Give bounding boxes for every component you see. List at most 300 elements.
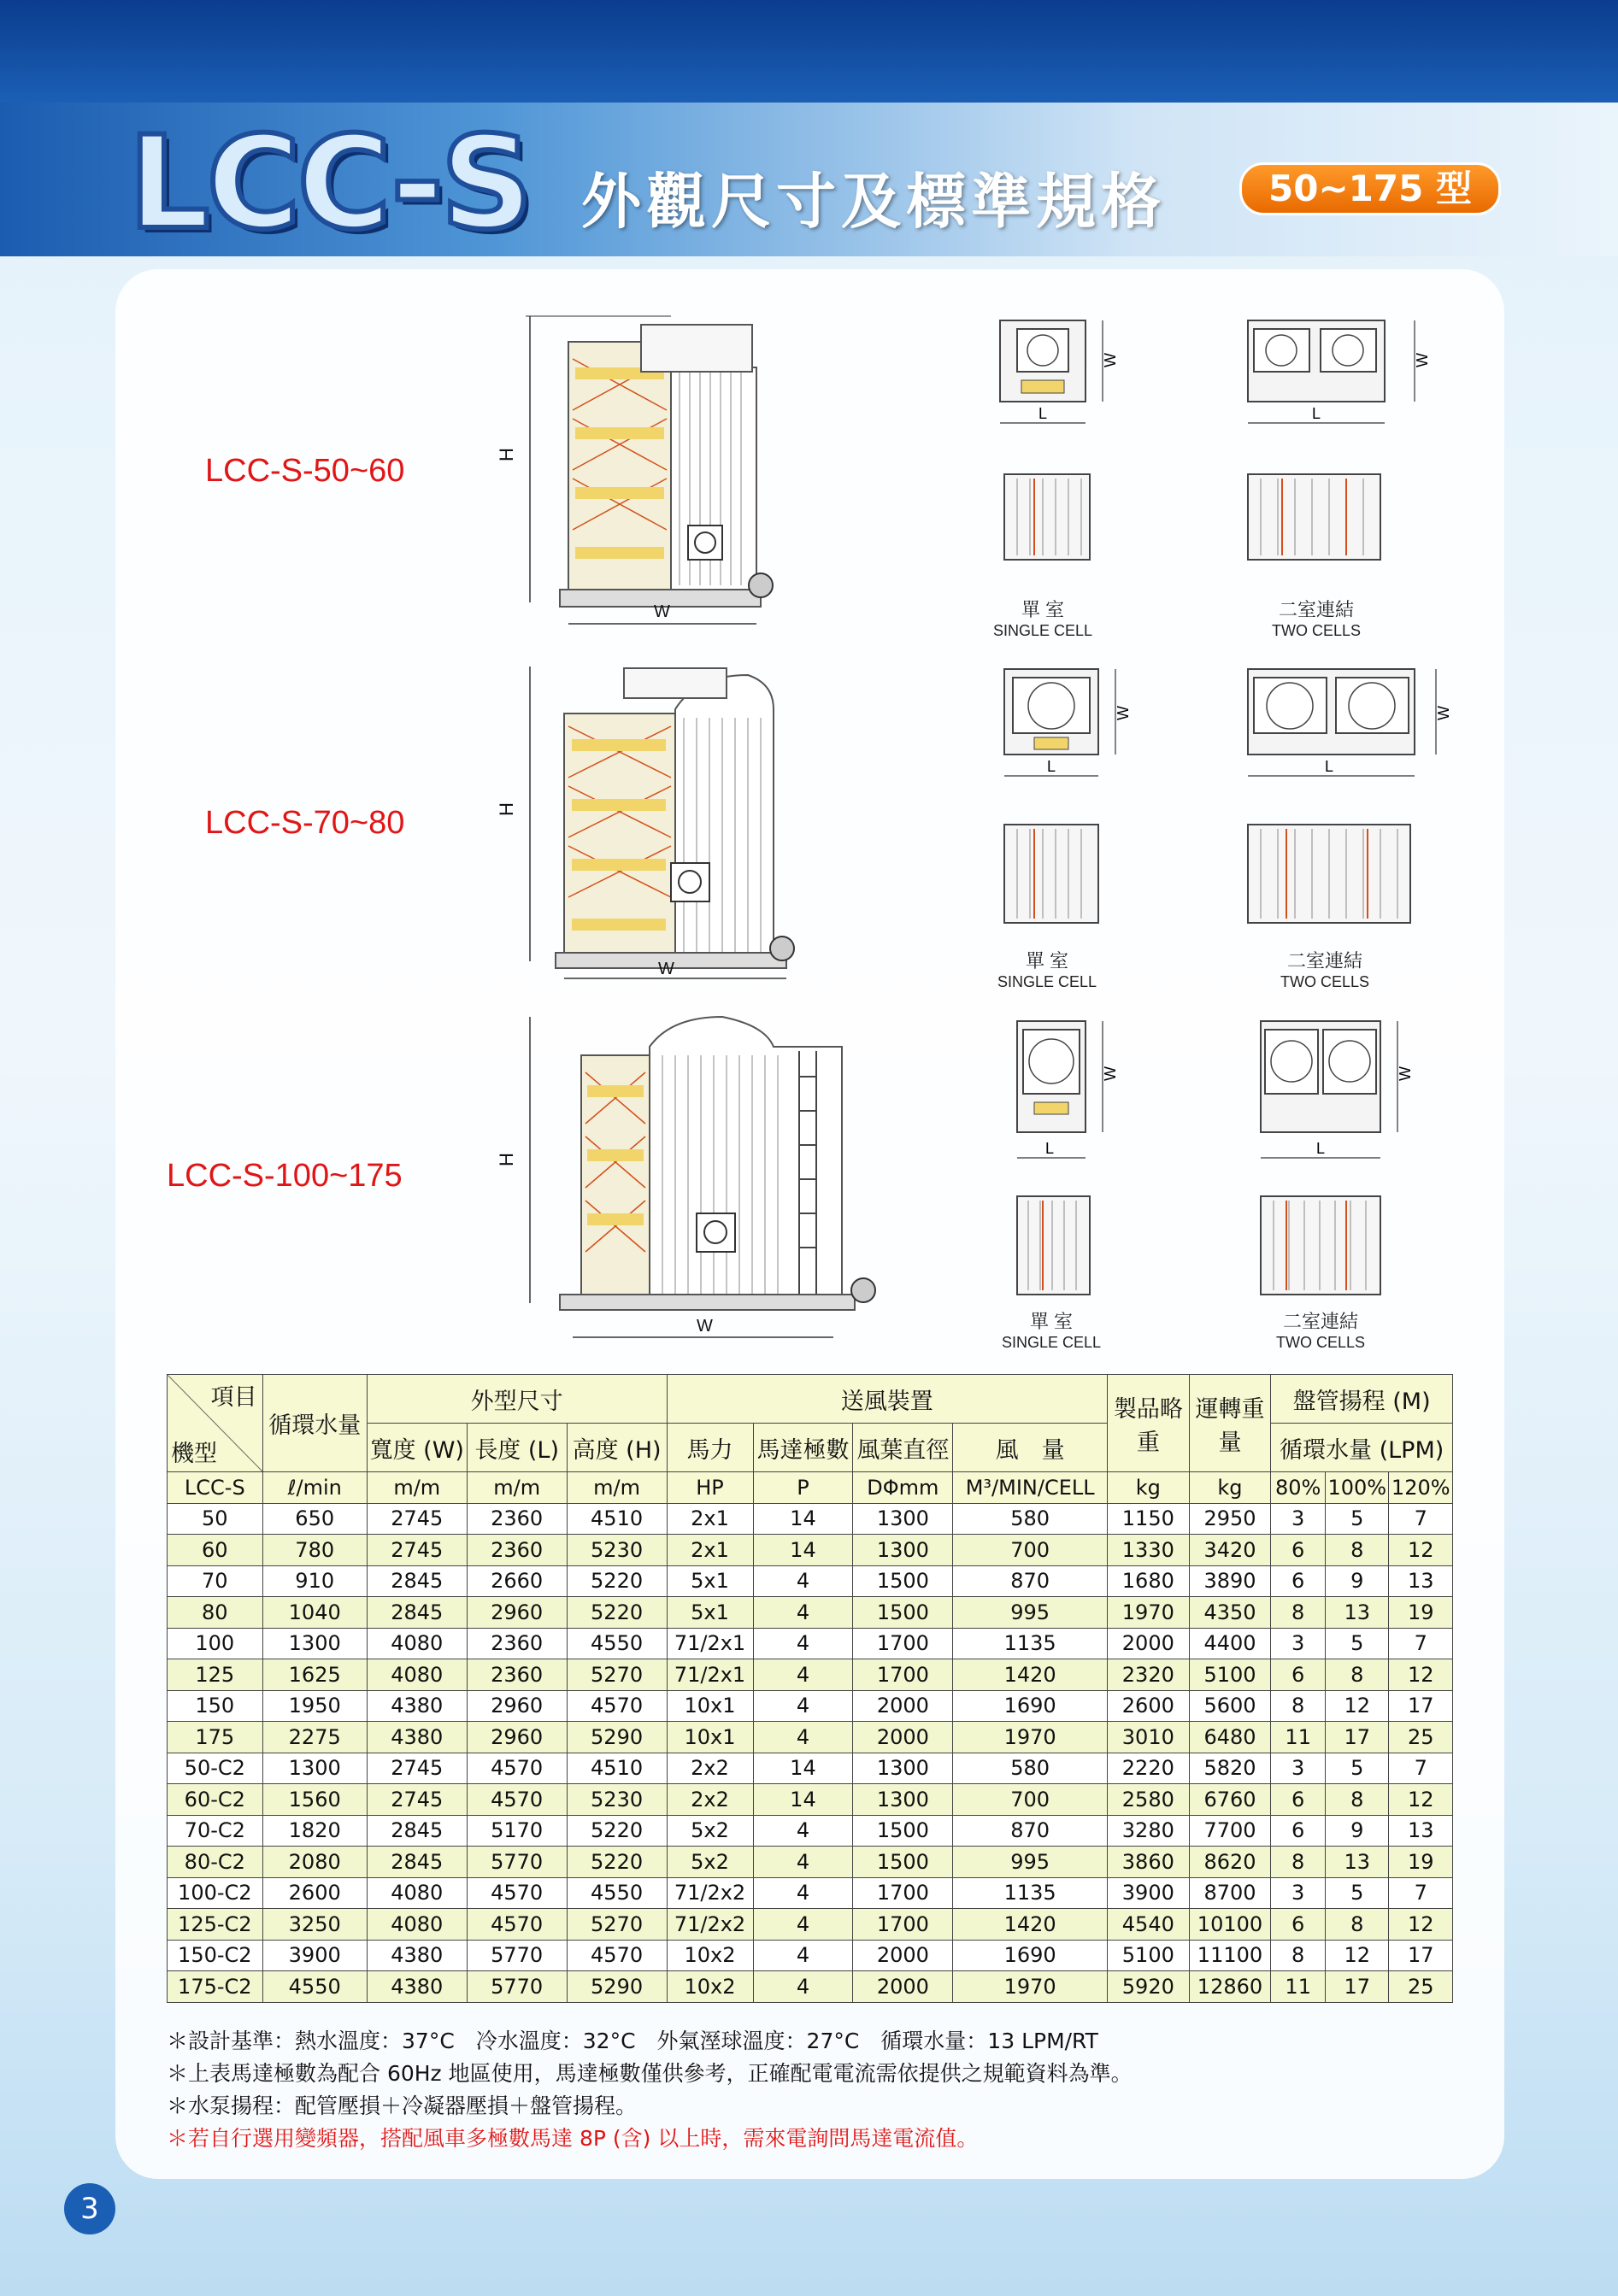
table-cell: 995 <box>953 1597 1108 1629</box>
unit-cell: 80% <box>1271 1472 1326 1504</box>
table-cell: 1300 <box>853 1535 953 1566</box>
table-cell: 14 <box>753 1753 853 1784</box>
dim-label-w: W <box>1102 353 1119 367</box>
unit-cell: M³/MIN/CELL <box>953 1472 1108 1504</box>
table-cell: 5x2 <box>667 1815 753 1847</box>
table-cell: 8 <box>1326 1784 1389 1816</box>
table-cell: 6 <box>1271 1815 1326 1847</box>
table-cell: 150-C2 <box>168 1940 263 1971</box>
table-row <box>168 1659 1453 1691</box>
table-cell: 6 <box>1271 1909 1326 1941</box>
product-logo: LCC-S <box>128 109 530 258</box>
table-cell: 125-C2 <box>168 1909 263 1941</box>
header-net-weight: 製品略重 <box>1108 1375 1190 1472</box>
unit-cell: ℓ/min <box>262 1472 367 1504</box>
header-hp: 馬力 <box>667 1424 753 1472</box>
dim-label-l: L <box>1038 405 1048 422</box>
table-cell: 6 <box>1271 1565 1326 1597</box>
plan-view-two-50-60 <box>1244 316 1449 436</box>
table-cell: 14 <box>753 1535 853 1566</box>
table-cell: 1680 <box>1108 1565 1190 1597</box>
table-cell: 4 <box>753 1877 853 1909</box>
table-cell: 12 <box>1389 1909 1453 1941</box>
note-pump-head: ＊水泵揚程：配管壓損＋冷凝器壓損＋盤管揚程。 <box>167 2093 638 2118</box>
spec-table <box>167 1374 1453 2003</box>
header-width: 寬度 (W) <box>367 1424 467 1472</box>
header-flow: 循環水量 <box>262 1375 367 1472</box>
table-cell: 4 <box>753 1722 853 1753</box>
table-cell: 14 <box>753 1784 853 1816</box>
unit-cell: kg <box>1108 1472 1190 1504</box>
table-cell: 2660 <box>467 1565 567 1597</box>
table-cell: 2745 <box>367 1753 467 1784</box>
model-range-badge: 50~175 型 <box>1239 162 1501 215</box>
table-cell: 700 <box>953 1784 1108 1816</box>
table-cell: 4 <box>753 1815 853 1847</box>
table-cell: 8 <box>1271 1597 1326 1629</box>
table-cell: 3 <box>1271 1753 1326 1784</box>
table-cell: 4570 <box>467 1753 567 1784</box>
front-view-single-50-60 <box>996 461 1107 573</box>
model-label-50-60: LCC-S-50~60 <box>205 453 405 489</box>
table-cell: 2000 <box>853 1971 953 2003</box>
table-cell: 175-C2 <box>168 1971 263 2003</box>
table-cell: 4080 <box>367 1877 467 1909</box>
table-cell: 19 <box>1389 1847 1453 1878</box>
table-cell: 4 <box>753 1971 853 2003</box>
table-cell: 2000 <box>853 1940 953 1971</box>
table-cell: 4570 <box>467 1909 567 1941</box>
table-cell: 10100 <box>1189 1909 1271 1941</box>
table-cell: 3900 <box>1108 1877 1190 1909</box>
table-cell: 5920 <box>1108 1971 1190 2003</box>
table-cell: 4 <box>753 1909 853 1941</box>
table-cell: 5x2 <box>667 1847 753 1878</box>
table-cell: 5270 <box>567 1659 667 1691</box>
table-cell: 1500 <box>853 1815 953 1847</box>
table-cell: 5770 <box>467 1940 567 1971</box>
dim-label-l: L <box>1045 1140 1055 1157</box>
table-cell: 1970 <box>1108 1597 1190 1629</box>
table-cell: 1970 <box>953 1971 1108 2003</box>
dim-label-l: L <box>1325 758 1334 775</box>
table-cell: 5 <box>1326 1753 1389 1784</box>
table-cell: 1625 <box>262 1659 367 1691</box>
table-row <box>168 1690 1453 1722</box>
table-cell: 2x1 <box>667 1535 753 1566</box>
unit-cell: 120% <box>1389 1472 1453 1504</box>
header-item-model-corner <box>168 1375 263 1472</box>
dim-label-w: W <box>658 960 674 978</box>
table-cell: 13 <box>1389 1565 1453 1597</box>
table-cell: 8 <box>1326 1909 1389 1941</box>
table-cell: 5 <box>1326 1628 1389 1659</box>
table-row <box>168 1971 1453 2003</box>
table-cell: 12 <box>1326 1690 1389 1722</box>
table-row <box>168 1909 1453 1941</box>
table-cell: 5820 <box>1189 1753 1271 1784</box>
header-airflow: 風 量 <box>953 1424 1108 1472</box>
table-cell: 3 <box>1271 1503 1326 1535</box>
dim-label-l: L <box>1316 1140 1326 1157</box>
table-cell: 4380 <box>367 1722 467 1753</box>
front-view-single-70-80 <box>1000 812 1111 936</box>
table-cell: 1420 <box>953 1659 1108 1691</box>
table-cell: 8 <box>1326 1535 1389 1566</box>
table-cell: 4550 <box>262 1971 367 2003</box>
table-cell: 910 <box>262 1565 367 1597</box>
table-cell: 1300 <box>262 1753 367 1784</box>
note-motor-poles: ＊上表馬達極數為配合 60Hz 地區使用，馬達極數僅供參考，正確配電電流需依提供之規範資料為準。 <box>167 2061 1133 2086</box>
header-op-weight: 運轉重量 <box>1189 1375 1271 1472</box>
table-cell: 1690 <box>953 1690 1108 1722</box>
table-cell: 100 <box>168 1628 263 1659</box>
table-cell: 14 <box>753 1503 853 1535</box>
dim-label-w: W <box>697 1317 713 1336</box>
table-cell: 12860 <box>1189 1971 1271 2003</box>
table-cell: 10x2 <box>667 1940 753 1971</box>
table-cell: 1820 <box>262 1815 367 1847</box>
table-cell: 3250 <box>262 1909 367 1941</box>
table-cell: 4 <box>753 1565 853 1597</box>
plan-view-single-70-80 <box>1000 665 1137 789</box>
table-cell: 2320 <box>1108 1659 1190 1691</box>
table-cell: 3860 <box>1108 1847 1190 1878</box>
model-label-100-175: LCC-S-100~175 <box>167 1158 403 1194</box>
table-cell: 2080 <box>262 1847 367 1878</box>
table-cell: 7 <box>1389 1753 1453 1784</box>
table-cell: 870 <box>953 1565 1108 1597</box>
table-cell: 1330 <box>1108 1535 1190 1566</box>
table-cell: 2960 <box>467 1690 567 1722</box>
table-cell: 6 <box>1271 1784 1326 1816</box>
table-cell: 1690 <box>953 1940 1108 1971</box>
side-elevation-50-60 <box>496 308 799 632</box>
table-cell: 1300 <box>853 1753 953 1784</box>
table-cell: 7 <box>1389 1877 1453 1909</box>
table-cell: 5 <box>1326 1503 1389 1535</box>
table-cell: 1300 <box>262 1628 367 1659</box>
table-cell: 4400 <box>1189 1628 1271 1659</box>
table-cell: 10x1 <box>667 1722 753 1753</box>
plan-view-two-100-175 <box>1256 1017 1427 1171</box>
table-cell: 12 <box>1389 1535 1453 1566</box>
table-cell: 7 <box>1389 1628 1453 1659</box>
table-cell: 5x1 <box>667 1565 753 1597</box>
table-cell: 5100 <box>1189 1659 1271 1691</box>
table-cell: 12 <box>1326 1940 1389 1971</box>
table-cell: 2845 <box>367 1565 467 1597</box>
table-cell: 12 <box>1389 1784 1453 1816</box>
table-cell: 1300 <box>853 1503 953 1535</box>
table-cell: 6 <box>1271 1535 1326 1566</box>
page-title: 外觀尺寸及標準規格 <box>581 167 1166 237</box>
table-cell: 9 <box>1326 1815 1389 1847</box>
table-row <box>168 1815 1453 1847</box>
table-cell: 4080 <box>367 1659 467 1691</box>
table-cell: 2745 <box>367 1535 467 1566</box>
table-cell: 4570 <box>467 1877 567 1909</box>
table-cell: 8 <box>1271 1847 1326 1878</box>
header-diameter: 風葉直徑 <box>853 1424 953 1472</box>
table-row <box>168 1877 1453 1909</box>
table-cell: 2220 <box>1108 1753 1190 1784</box>
table-cell: 4570 <box>567 1940 667 1971</box>
table-cell: 4 <box>753 1690 853 1722</box>
table-cell: 3 <box>1271 1628 1326 1659</box>
header-height: 高度 (H) <box>567 1424 667 1472</box>
table-cell: 4380 <box>367 1690 467 1722</box>
table-cell: 580 <box>953 1753 1108 1784</box>
table-cell: 3010 <box>1108 1722 1190 1753</box>
table-cell: 3 <box>1271 1877 1326 1909</box>
table-cell: 8 <box>1326 1659 1389 1691</box>
header-dims: 外型尺寸 <box>367 1375 667 1424</box>
unit-cell: m/m <box>467 1472 567 1504</box>
table-cell: 2000 <box>1108 1628 1190 1659</box>
unit-cell: 100% <box>1326 1472 1389 1504</box>
table-cell: 2845 <box>367 1847 467 1878</box>
table-cell: 2x1 <box>667 1503 753 1535</box>
table-cell: 4510 <box>567 1503 667 1535</box>
unit-cell: m/m <box>367 1472 467 1504</box>
table-row <box>168 1940 1453 1971</box>
table-cell: 5770 <box>467 1847 567 1878</box>
plan-view-single-50-60 <box>996 316 1124 436</box>
table-cell: 4080 <box>367 1909 467 1941</box>
table-cell: 8700 <box>1189 1877 1271 1909</box>
table-cell: 4570 <box>467 1784 567 1816</box>
caption-two-cells-2: 二室連結 TWO CELLS <box>1280 950 1370 990</box>
table-cell: 4540 <box>1108 1909 1190 1941</box>
side-elevation-100-175 <box>496 1008 885 1342</box>
table-cell: 2360 <box>467 1659 567 1691</box>
caption-two-cells-1: 二室連結 TWO CELLS <box>1271 599 1362 639</box>
table-cell: 2600 <box>1108 1690 1190 1722</box>
table-row <box>168 1784 1453 1816</box>
unit-cell: HP <box>667 1472 753 1504</box>
table-cell: 50-C2 <box>168 1753 263 1784</box>
caption-two-cells-3: 二室連結 TWO CELLS <box>1275 1311 1366 1351</box>
table-cell: 1700 <box>853 1659 953 1691</box>
table-cell: 780 <box>262 1535 367 1566</box>
table-cell: 4380 <box>367 1971 467 2003</box>
table-cell: 1560 <box>262 1784 367 1816</box>
table-cell: 2000 <box>853 1690 953 1722</box>
table-cell: 25 <box>1389 1971 1453 2003</box>
table-cell: 150 <box>168 1690 263 1722</box>
table-cell: 9 <box>1326 1565 1389 1597</box>
table-cell: 4550 <box>567 1628 667 1659</box>
table-cell: 10x1 <box>667 1690 753 1722</box>
table-cell: 3420 <box>1189 1535 1271 1566</box>
table-cell: 5220 <box>567 1597 667 1629</box>
table-cell: 2845 <box>367 1815 467 1847</box>
table-cell: 71/2x1 <box>667 1628 753 1659</box>
table-row <box>168 1753 1453 1784</box>
table-cell: 4350 <box>1189 1597 1271 1629</box>
table-cell: 1700 <box>853 1877 953 1909</box>
table-cell: 4510 <box>567 1753 667 1784</box>
table-cell: 2580 <box>1108 1784 1190 1816</box>
table-cell: 1300 <box>853 1784 953 1816</box>
table-cell: 2950 <box>1189 1503 1271 1535</box>
table-cell: 1420 <box>953 1909 1108 1941</box>
table-cell: 13 <box>1389 1815 1453 1847</box>
front-view-two-100-175 <box>1256 1183 1385 1307</box>
table-cell: 17 <box>1389 1690 1453 1722</box>
table-cell: 2960 <box>467 1722 567 1753</box>
table-cell: 12 <box>1389 1659 1453 1691</box>
table-cell: 71/2x2 <box>667 1877 753 1909</box>
dim-label-h: H <box>496 448 517 461</box>
table-cell: 11 <box>1271 1971 1326 2003</box>
table-cell: 1040 <box>262 1597 367 1629</box>
table-row <box>168 1628 1453 1659</box>
unit-cell: kg <box>1189 1472 1271 1504</box>
table-cell: 125 <box>168 1659 263 1691</box>
front-view-two-70-80 <box>1244 812 1415 936</box>
table-cell: 5220 <box>567 1815 667 1847</box>
table-cell: 3280 <box>1108 1815 1190 1847</box>
table-row <box>168 1565 1453 1597</box>
table-cell: 5x1 <box>667 1597 753 1629</box>
table-cell: 1150 <box>1108 1503 1190 1535</box>
table-cell: 17 <box>1326 1971 1389 2003</box>
table-cell: 4570 <box>567 1690 667 1722</box>
table-row <box>168 1597 1453 1629</box>
dim-label-w: W <box>1435 706 1452 720</box>
table-cell: 1500 <box>853 1847 953 1878</box>
table-cell: 995 <box>953 1847 1108 1878</box>
table-cell: 50 <box>168 1503 263 1535</box>
header-fan: 送風裝置 <box>667 1375 1107 1424</box>
plan-view-two-70-80 <box>1244 665 1462 789</box>
units-row <box>168 1472 1453 1504</box>
table-cell: 4 <box>753 1940 853 1971</box>
table-row <box>168 1722 1453 1753</box>
table-cell: 650 <box>262 1503 367 1535</box>
header-length: 長度 (L) <box>467 1424 567 1472</box>
table-cell: 2x2 <box>667 1753 753 1784</box>
table-cell: 13 <box>1326 1847 1389 1878</box>
table-cell: 6480 <box>1189 1722 1271 1753</box>
header-item: 項目 <box>210 1384 257 1411</box>
table-cell: 5270 <box>567 1909 667 1941</box>
table-cell: 1970 <box>953 1722 1108 1753</box>
unit-cell: DΦmm <box>853 1472 953 1504</box>
table-cell: 5220 <box>567 1847 667 1878</box>
header-poles: 馬達極數 <box>753 1424 853 1472</box>
table-row <box>168 1535 1453 1566</box>
table-cell: 7700 <box>1189 1815 1271 1847</box>
front-view-two-50-60 <box>1244 461 1389 573</box>
table-cell: 2275 <box>262 1722 367 1753</box>
table-cell: 1500 <box>853 1565 953 1597</box>
table-cell: 2845 <box>367 1597 467 1629</box>
table-cell: 5230 <box>567 1535 667 1566</box>
table-cell: 700 <box>953 1535 1108 1566</box>
table-cell: 580 <box>953 1503 1108 1535</box>
table-cell: 17 <box>1326 1722 1389 1753</box>
dim-label-w: W <box>1102 1066 1119 1081</box>
table-cell: 2360 <box>467 1628 567 1659</box>
table-cell: 4550 <box>567 1877 667 1909</box>
table-cell: 60-C2 <box>168 1784 263 1816</box>
model-label-70-80: LCC-S-70~80 <box>205 805 405 841</box>
table-cell: 2000 <box>853 1722 953 1753</box>
table-cell: 11 <box>1271 1722 1326 1753</box>
table-cell: 13 <box>1326 1597 1389 1629</box>
table-cell: 8 <box>1271 1690 1326 1722</box>
table-cell: 71/2x1 <box>667 1659 753 1691</box>
table-cell: 8620 <box>1189 1847 1271 1878</box>
header-model: 機型 <box>171 1441 217 1467</box>
table-cell: 80-C2 <box>168 1847 263 1878</box>
table-cell: 5 <box>1326 1877 1389 1909</box>
dim-label-h: H <box>496 1153 517 1166</box>
table-cell: 3890 <box>1189 1565 1271 1597</box>
table-cell: 5290 <box>567 1722 667 1753</box>
page-number: 3 <box>64 2183 115 2234</box>
caption-single-cell-3: 單 室 SINGLE CELL <box>1001 1311 1102 1351</box>
table-cell: 4 <box>753 1628 853 1659</box>
front-view-single-100-175 <box>1013 1183 1107 1307</box>
top-bar <box>0 0 1618 103</box>
header-coil-head: 盤管揚程 (M) <box>1271 1375 1453 1424</box>
dim-label-w: W <box>1397 1066 1414 1081</box>
table-cell: 1135 <box>953 1628 1108 1659</box>
table-cell: 70-C2 <box>168 1815 263 1847</box>
table-cell: 11100 <box>1189 1940 1271 1971</box>
table-cell: 4 <box>753 1597 853 1629</box>
table-cell: 3900 <box>262 1940 367 1971</box>
caption-single-cell-1: 單 室 SINGLE CELL <box>992 599 1093 639</box>
table-cell: 1135 <box>953 1877 1108 1909</box>
table-cell: 10x2 <box>667 1971 753 2003</box>
table-cell: 2360 <box>467 1535 567 1566</box>
table-cell: 2745 <box>367 1503 467 1535</box>
table-cell: 100-C2 <box>168 1877 263 1909</box>
header-coil-flow: 循環水量 (LPM) <box>1271 1424 1453 1472</box>
dim-label-w: W <box>1414 353 1431 367</box>
table-cell: 70 <box>168 1565 263 1597</box>
dim-label-w: W <box>654 602 670 621</box>
table-cell: 175 <box>168 1722 263 1753</box>
table-cell: 2x2 <box>667 1784 753 1816</box>
dim-label-l: L <box>1047 758 1056 775</box>
table-cell: 2745 <box>367 1784 467 1816</box>
table-cell: 60 <box>168 1535 263 1566</box>
table-cell: 5230 <box>567 1784 667 1816</box>
unit-cell: LCC-S <box>168 1472 263 1504</box>
table-cell: 5170 <box>467 1815 567 1847</box>
table-cell: 25 <box>1389 1722 1453 1753</box>
table-cell: 6760 <box>1189 1784 1271 1816</box>
table-cell: 1700 <box>853 1909 953 1941</box>
table-cell: 5290 <box>567 1971 667 2003</box>
unit-cell: m/m <box>567 1472 667 1504</box>
table-cell: 71/2x2 <box>667 1909 753 1941</box>
dim-label-h: H <box>496 802 517 816</box>
dim-label-l: L <box>1312 405 1321 422</box>
unit-cell: P <box>753 1472 853 1504</box>
notes-section <box>167 2025 1133 2155</box>
table-cell: 2960 <box>467 1597 567 1629</box>
table-cell: 6 <box>1271 1659 1326 1691</box>
table-cell: 2360 <box>467 1503 567 1535</box>
table-cell: 19 <box>1389 1597 1453 1629</box>
